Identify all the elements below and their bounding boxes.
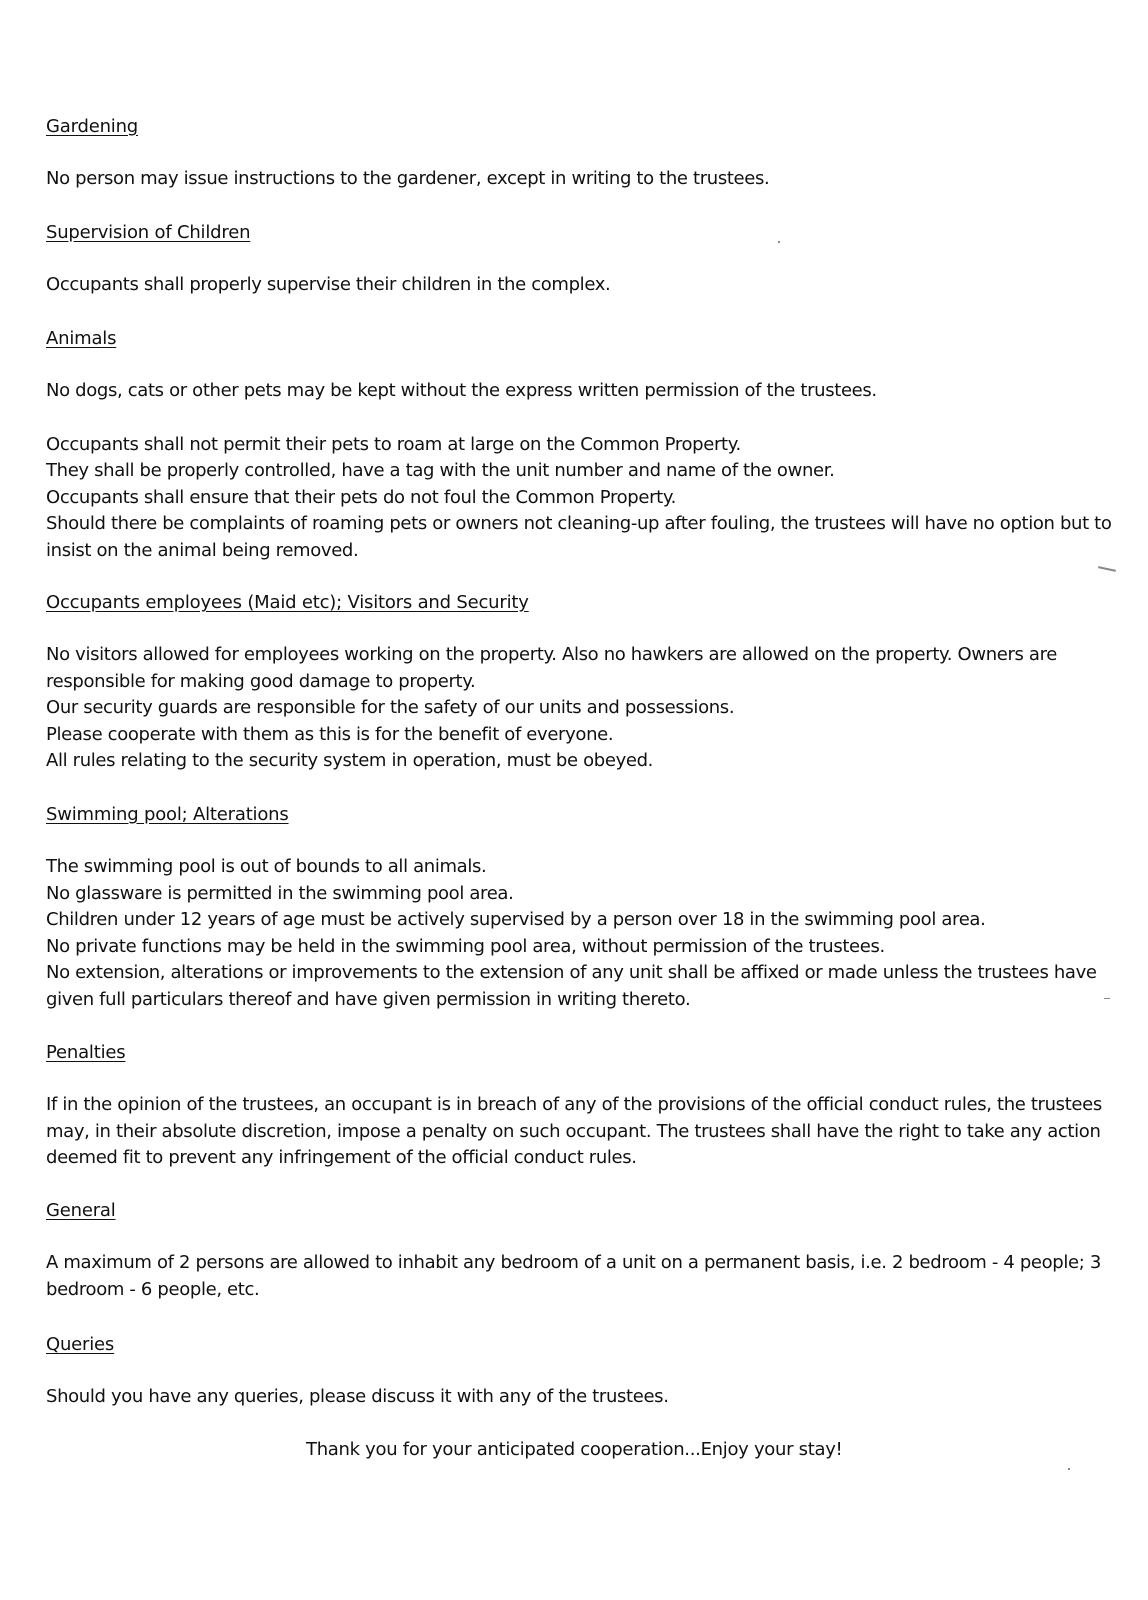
section-paragraph: Occupants shall not permit their pets to roam at large on the Common Property. They shall be properly controlled, have a tag with the unit number and name of the owner. Occupants shall ensure that their pets do not foul the Common Property. Should there be complaints of roaming pets or owners not cleaning-up after fouling, the trustees will have no option but to insist on the animal being removed.	[46, 433, 1112, 561]
section-penalties	[46, 1040, 1116, 1172]
section-heading: Swimming pool; Alterations	[46, 804, 289, 825]
scan-mark	[778, 241, 780, 243]
section-general	[46, 1198, 1116, 1303]
section-heading: Animals	[46, 328, 117, 349]
section-paragraph: No visitors allowed for employees working on the property. Also no hawkers are allowed on the property. Owners are responsible for making good damage to property. Our security guards are responsible for the safety of our units and possessions. Please cooperate with them as this is for the benefit of everyone. All rules relating to the security system in operation, must be obeyed.	[46, 644, 1057, 771]
section-paragraph: No dogs, cats or other pets may be kept without the express written permission of the trustees.	[46, 380, 877, 401]
section-paragraph: A maximum of 2 persons are allowed to inhabit any bedroom of a unit on a permanent basis, i.e. 2 bedroom - 4 people; 3 bedroom - 6 people, etc.	[46, 1252, 1101, 1300]
section-swimming-pool-alterations	[46, 802, 1116, 1013]
section-paragraph: If in the opinion of the trustees, an occupant is in breach of any of the provisions of the official conduct rules, the trustees may, in their absolute discretion, impose a penalty on such occupant. The trustees shall have the right to take any action deemed fit to prevent any infringement of the official conduct rules.	[46, 1094, 1102, 1168]
section-paragraph: Occupants shall properly supervise their children in the complex.	[46, 274, 611, 295]
closing-line: Thank you for your anticipated cooperation...Enjoy your stay!	[306, 1439, 843, 1460]
section-employees-visitors-security	[46, 590, 1116, 775]
scan-mark	[1068, 1468, 1070, 1470]
section-animals	[46, 326, 1116, 564]
scan-mark	[1104, 998, 1110, 999]
section-heading: Supervision of Children	[46, 222, 251, 243]
section-supervision-of-children	[46, 220, 1116, 299]
section-paragraph: Should you have any queries, please discuss it with any of the trustees.	[46, 1386, 669, 1407]
section-gardening	[46, 114, 1116, 193]
section-heading: Gardening	[46, 116, 139, 137]
section-heading: Occupants employees (Maid etc); Visitors and Security	[46, 592, 529, 613]
section-heading: Penalties	[46, 1042, 126, 1063]
section-heading: Queries	[46, 1334, 115, 1355]
section-paragraph: No person may issue instructions to the gardener, except in writing to the trustees.	[46, 168, 770, 189]
section-heading: General	[46, 1200, 116, 1221]
section-queries	[46, 1332, 1116, 1411]
section-paragraph: The swimming pool is out of bounds to all animals. No glassware is permitted in the swimming pool area. Children under 12 years of age must be actively supervised by a person over 18 in the swimming pool area. No private functions may be held in the swimming pool area, without permission of the trustees. No extension, alterations or improvements to the extension of any unit shall be affixed or made unless the trustees have given full particulars thereof and have given permission in writing thereto.	[46, 856, 1097, 1010]
scan-mark	[1098, 566, 1116, 572]
